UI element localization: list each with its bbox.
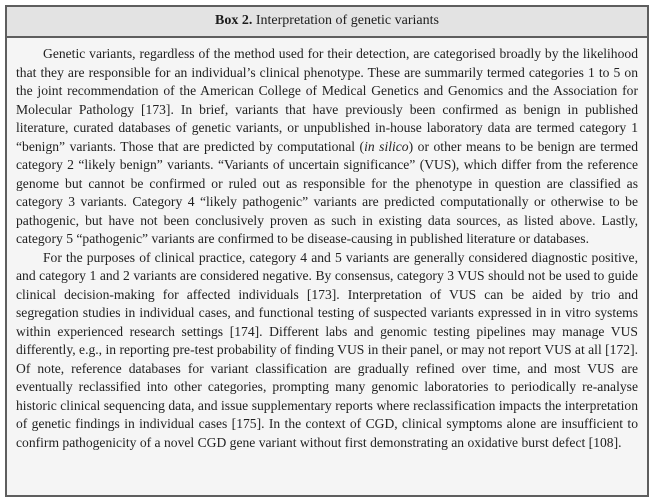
box-2-frame (5, 5, 649, 497)
box-title (7, 7, 647, 38)
paragraph-2: For the purposes of clinical practice, category 4 and 5 variants are generally considered diagnostic positive, and category 1 and 2 variants are considered negative. By consensus, category 3 VUS should not be used to guide clinical decision-making for affected individuals [173]. Interpretation of VUS can be aided by trio and segregation studies in individual cases, and functional testing of suspected variants expressed in in vitro systems within experienced research settings [174]. Different labs and genomic testing pipelines may manage VUS differently, e.g., in reporting pre-test probability of finding VUS in their panel, or may not report VUS at all [172]. Of note, reference databases for variant classification are gradually refined over time, and most VUS are eventually reclassified into other categories, prompting many genomic laboratories to periodically re-analyse historic clinical sequencing data, and issue supplementary reports where reclassification impacts the interpretation of genetic findings in individual cases [175]. In the context of CGD, clinical symptoms alone are insufficient to confirm pathogenicity of a novel CGD gene variant without first demonstrating an oxidative burst defect [108]. (16, 249, 638, 450)
box-body (7, 38, 647, 495)
box-title-text: Interpretation of genetic variants (252, 13, 439, 28)
box-title-label: Box 2. (215, 13, 253, 28)
paragraph-1: Genetic variants, regardless of the method used for their detection, are categorised broadly by the likelihood that they are responsible for an individual’s clinical phenotype. These are summarily termed categories 1 to 5 on the joint recommendation of the American College of Medical Genetics and Genomics and the Association for Molecular Pathology [173]. In brief, variants that have previously been confirmed as benign in published literature, curated databases of genetic variants, or unpublished in-house laboratory data are termed category 1 “benign” variants. Those that are predicted by computational (in silico) or other means to be benign are termed category 2 “likely benign” variants. “Variants of uncertain significance” (VUS), which differ from the reference genome but cannot be confirmed or ruled out as responsible for the phenotype in question are classified as category 3 variants. Category 4 “likely pathogenic” variants are predicted computationally or otherwise to be pathogenic, but have not been conclusively proven as such in existing data sources, as listed above. Lastly, category 5 “pathogenic” variants are confirmed to be disease-causing in published literature or databases. (16, 46, 638, 246)
